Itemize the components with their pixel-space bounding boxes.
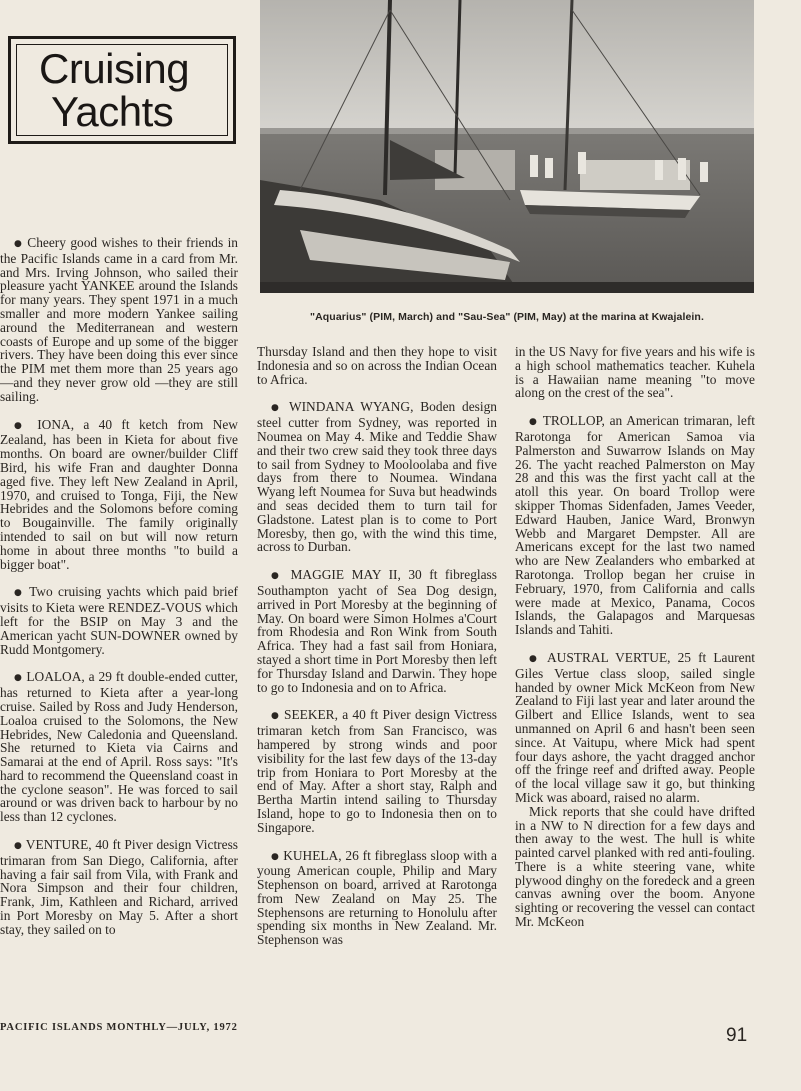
paragraph	[0, 236, 238, 404]
photo-caption: "Aquarius" (PIM, March) and "Sau-Sea" (PIM, May) at the marina at Kwajalein.	[310, 311, 704, 323]
article-column-3	[515, 345, 755, 943]
paragraph	[257, 345, 497, 386]
paragraph	[0, 585, 238, 656]
marina-photo	[260, 0, 754, 293]
paragraph-text: AUSTRAL VERTUE, 25 ft Laurent Giles Vertue class sloop, sailed single handed by owner Mick McKeon from New Zealand to Fiji last year and later around the Gilbert and Ellice Islands, went to sea unmanned on April 6 and hasn't been seen since. At Vaitupu, where Mick had spent four days ashore, the yacht dragged anchor off the fringe reef and drifted away. People of the local village saw it go, but thinking Mick was aboard, raised no alarm.	[515, 649, 756, 805]
paragraph	[257, 849, 497, 948]
paragraph	[257, 708, 497, 834]
title-line-2: Yachts	[51, 88, 174, 135]
paragraph	[515, 414, 755, 637]
paragraph-text: in the US Navy for five years and his wife is a high school mathematics teacher. Kuhela is a Hawaiian name meaning "to move along on the crest of the sea".	[515, 344, 755, 401]
paragraph	[257, 568, 497, 694]
paragraph-text: TROLLOP, an American trimaran, left Rarotonga for American Samoa via Palmerston and Suwarrow Islands on May 26. The yacht reached Palmerston on May 28 and this was the first yacht call at the atoll this year. On board Trollop were skipper Thomas Sidenfaden, James Veeder, Edward Hauben, Janice Ward, Bronwyn Webb and Margaret Dempster. All are Americans except for the last two named who are New Zealanders who embarked at Rarotonga. Trollop began her cruise in February, 1970, from California and calls were made at Mexico, Panama, Cocos Islands, the Galapagos and Marquesas Islands and Tahiti.	[515, 413, 756, 638]
paragraph	[0, 838, 238, 937]
bullet-icon: ●	[529, 653, 541, 664]
paragraph-text: VENTURE, 40 ft Piver design Victress trimaran from San Diego, California, after having a fair sail from Vila, with Frank and Nora Simpson and their four children, Frank, Jim, Kathleen and Richard, arrived in Port Moresby on May 5. After a short stay, they sailed on to	[0, 837, 238, 937]
paragraph	[515, 805, 755, 929]
bullet-icon: ●	[529, 417, 539, 428]
article-column-1	[0, 236, 238, 951]
title-box	[8, 36, 236, 144]
paragraph-text: LOALOA, a 29 ft double-ended cutter, has returned to Kieta after a year-long cruise. Sailed by Ross and Judy Henderson, Loaloa cruised to the Solomons, the New Hebrides, New Caledonia and Queensland. She returned to Kieta via Cairns and Samarai at the end of April. Ross says: "It's hard to recommend the Queensland coast in the cyclone season". He was forced to sail around or was driven back to harbour by no less than 12 cyclones.	[0, 669, 238, 825]
bullet-icon: ●	[271, 711, 280, 722]
magazine-footer: PACIFIC ISLANDS MONTHLY—JULY, 1972	[0, 1022, 238, 1033]
article-column-2	[257, 345, 497, 961]
bullet-icon: ●	[14, 588, 24, 599]
bullet-icon: ●	[14, 841, 23, 852]
paragraph-text: KUHELA, 26 ft fibreglass sloop with a young American couple, Philip and Mary Stephenson on board, arrived at Rarotonga from New Zealand on May 25. The Stephensons are returning to Honolulu after spending six months in New Zealand. Mr. Stephenson was	[257, 847, 497, 948]
paragraph-text: Two cruising yachts which paid brief visits to Kieta were RENDEZ-VOUS which left for the BSIP on May 3 and the American yacht SUN-DOWNER owned by Rudd Montgomery.	[0, 584, 239, 657]
bullet-icon: ●	[271, 851, 280, 862]
paragraph-text: MAGGIE MAY II, 30 ft fibreglass Southampton yacht of Sea Dog design, arrived in Port Moresby at the beginning of May. On board were Simon Holmes a'Court from Rhodesia and Ron Wink from South Africa. They had a fast sail from Honiara, stayed a short time in Port Moresby then left for Thursday Island and Darwin. They hope to go to Indonesia and on to Africa.	[257, 567, 497, 695]
bullet-icon: ●	[14, 673, 23, 684]
paragraph-text: IONA, a 40 ft ketch from New Zealand, has been in Kieta for about five months. On board are owner/builder Cliff Bird, his wife Fran and daughter Donna aged five. They left New Zealand in April, 1970, and cruised to Tonga, Fiji, the New Hebrides and the Solomons before coming to Bougainville. The family originally intended to sail on but will now return home in about three months "to build a bigger boat".	[0, 416, 238, 572]
marina-photo-illustration	[260, 0, 754, 293]
paragraph-text: Thursday Island and then they hope to visit Indonesia and so on across the Indian Ocean to Africa.	[257, 344, 497, 387]
paragraph	[515, 651, 755, 805]
page-number: 91	[726, 1025, 748, 1046]
paragraph-text: WINDANA WYANG, Boden design steel cutter from Sydney, was reported in Noumea on May 4. Mike and Teddie Shaw and their two crew said they took three days to sail from Sydney to Mooloolaba and five days from there to Noumea. Windana Wyang left Noumea for Suva but headwinds and seas decided them to turn tail for Gladstone. Latest plan is to come to Port Moresby, then go, with the wind this time, across to Durban.	[257, 399, 497, 555]
paragraph-text: Mick reports that she could have drifted in a NW to N direction for a few days and then away to the west. The hull is white painted carvel planked with red anti-fouling. There is a white steering vane, white plywood dinghy on the foredeck and a green canvas awning over the boom. Anyone sighting or recovering the vessel can contact Mr. McKeon	[515, 803, 755, 930]
paragraph	[0, 418, 238, 572]
bullet-icon: ●	[14, 239, 23, 249]
bullet-icon: ●	[14, 420, 28, 431]
paragraph-text: Cheery good wishes to their friends in the Pacific Islands came in a card from Mr. and Mrs. Irving Johnson, who sailed their pleasure yacht YANKEE around the Islands for many years. They spent 1971 in a much smaller and more modern Yankee sailing around the Mediterranean and western coasts of Europe and up some of the bigger rivers. They have been doing this ever since the PIM met them more than 25 years ago—and they never grow old —they are still sailing.	[0, 235, 238, 404]
bullet-icon: ●	[271, 571, 284, 582]
title-line-1: Cruising	[39, 45, 190, 92]
paragraph	[515, 345, 755, 400]
bullet-icon: ●	[271, 403, 283, 414]
paragraph-text: SEEKER, a 40 ft Piver design Victress trimaran ketch from San Francisco, was hampered by strong winds and poor visibility for the last few days of the 13-day trip from Honiara to Port Moresby at the end of May. After a short stay, Ralph and Bertha Martin intend sailing to Thursday Island, hope to go to Indonesia then on to Singapore.	[257, 707, 497, 835]
paragraph	[257, 400, 497, 554]
paragraph	[0, 670, 238, 824]
